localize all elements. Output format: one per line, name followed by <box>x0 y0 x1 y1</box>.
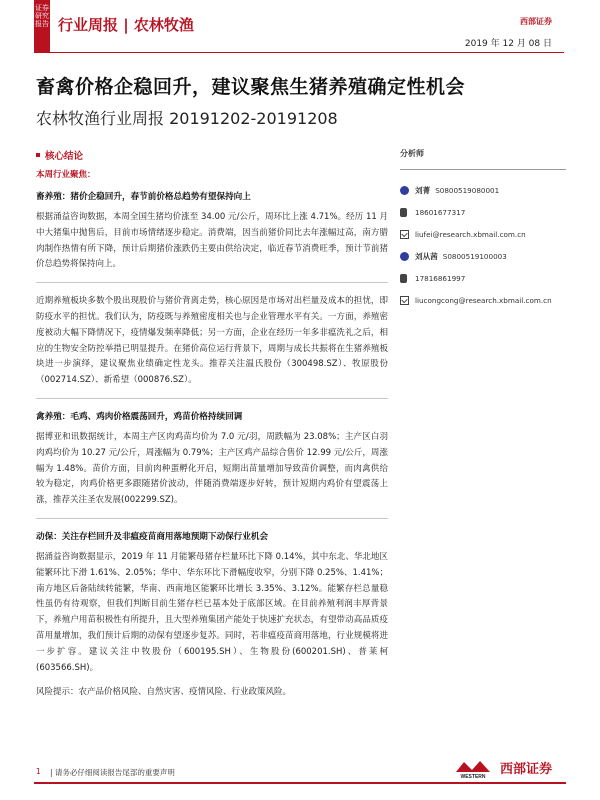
person-icon <box>400 186 409 195</box>
block-heading-pig: 畜养殖：猪价企稳回升，春节前价格总趋势有望保持向上 <box>36 192 251 202</box>
divider <box>36 398 388 399</box>
focus-label: 本周行业聚焦： <box>36 170 96 180</box>
page-number: 1 <box>36 767 41 776</box>
analyst-divider <box>400 169 566 170</box>
person-icon <box>400 252 409 261</box>
block-heading-poultry: 禽养殖：毛鸡、鸡肉价格震荡回升，鸡苗价格持续回调 <box>36 411 243 422</box>
paragraph: 据涌益咨询数据显示，2019 年 11 月能繁母猪存栏量环比下降 0.14%，其中东北、华北地区能繁环比下滑 1.61%、2.05%；华中、华东环比下滑幅度收窄，分别下降 0.25%、1.41%；南方地区后备陆续转能繁，华南、西南地区能繁环比增长 3.35%、3.12%。能繁存栏总量稳性虽仍有待观察，但我们判断目前生猪存栏已基本处于底部区域。在目前养殖利润丰厚背景下，养殖户用苗积极性有所提升，且大型养殖集团产能处于快速扩充状态，有望带动高品质疫苗用量增加，我们预计后期的动保有望逐步复苏。同时，若非瘟疫苗商用落地，行业规模将进一步扩容。建议关注中牧股份（600195.SH）、生物股份(600201.SH)、普莱柯(603566.SH)。 <box>36 551 388 673</box>
paragraph: 根据涌益咨询数据，本周全国生猪均价涨至 34.00 元/公斤，周环比上涨 4.71%。经历 11 月中大猪集中抛售后，目前市场情绪逐步稳定。消费端，因当前猪价同比去年涨幅过高，南方腊肉制作热情有所下降，预计后期猪价涨跌仍主要由供给决定，临近春节消费旺季，预计节前猪价总趋势将保持向上。 <box>36 212 388 270</box>
bullet-icon <box>36 153 40 157</box>
report-date: 2019 年 12 月 08 日 <box>464 39 552 49</box>
footer-logo-text: 西部证券 <box>500 762 553 777</box>
analyst-heading: 分析师 <box>400 149 424 158</box>
paragraph: 近期养殖板块多数个股出现股价与猪价背离走势，核心原因是市场对出栏量及成本的担忧，即防疫水平的担忧。我们认为，防疫既与养殖密度相关也与企业管理水平有关。一方面，养殖密度被动大幅下降情况下，疫情爆发频率降低；另一方面，企业在经历一年多非瘟洗礼之后，相应的生物安全防控举措已明显提升。在猪价高位运行背景下，周期与成长共振将在生猪养殖板块进一步演绎，建议聚焦业绩确定性龙头。推荐关注温氏股份（300498.SZ）、牧原股份（002714.SZ）、新希望（000876.SZ）。 <box>36 296 388 386</box>
header-brand: 西部证券 <box>520 17 552 26</box>
logo-caption: WESTERN <box>460 774 486 780</box>
phone-icon <box>400 208 407 217</box>
sub-title: 农林牧渔行业周报 20191202-20191208 <box>36 109 338 128</box>
analyst-panel <box>400 148 566 314</box>
core-conclusions <box>36 148 388 710</box>
block-heading-animal-health: 动保：关注存栏回升及非瘟疫苗商用落地预期下动保行业机会 <box>36 531 269 542</box>
mail-icon <box>400 230 409 239</box>
main-title: 畜禽价格企稳回升，建议聚焦生猪养殖确定性机会 <box>36 76 466 98</box>
tag-line-2: 研究 <box>35 12 49 20</box>
analyst-name-row: 刘菁 S0800519080001 <box>400 182 566 198</box>
footer-disclaimer: | 请务必仔细阅读报告尾部的重要声明 <box>50 768 175 777</box>
analyst-email[interactable]: liucongcong@research.xbmail.com.cn <box>415 295 552 305</box>
analyst-phone-row: 17816861997 <box>400 270 566 286</box>
divider <box>36 518 388 519</box>
divider <box>36 282 388 283</box>
analyst-email-row[interactable] <box>400 292 566 308</box>
paragraph: 据博亚和讯数据统计，本周主产区肉鸡苗均价为 7.0 元/羽，周跌幅为 23.08%；主产区白羽肉鸡均价为 10.27 元/公斤，周涨幅为 0.79%；主产区鸡产品综合售价 12.99 元/公斤，周涨幅为 1.48%。苗价方面，目前肉种蛋孵化开启，短期出苗量增加导致苗价调整，而肉禽供给较为稳定，肉鸡价格更多跟随猪价波动，伴随消费端逐步好转，预计短期内鸡价有望震荡上涨，推荐关注圣农发展(002299.SZ)。 <box>36 431 388 506</box>
tag-line-1: 证券 <box>35 4 49 12</box>
analyst-phone-row: 18601677317 <box>400 204 566 220</box>
mail-icon <box>400 296 409 305</box>
risk-warning: 风险提示：农产品价格风险、自然灾害、疫情风险、行业政策风险。 <box>36 687 292 698</box>
analyst-email[interactable]: liufei@research.xbmail.com.cn <box>415 229 526 239</box>
analyst-name-row: 刘从茜 S0800519100003 <box>400 248 566 264</box>
section-heading: 核心结论 <box>36 148 388 162</box>
analyst-email-row[interactable] <box>400 226 566 242</box>
tag-line-3: 报告 <box>35 20 49 28</box>
western-logo-icon <box>452 758 494 780</box>
header-divider <box>34 52 564 53</box>
header-title: 行业周报 | 农林牧渔 <box>58 16 194 34</box>
report-type-tag <box>34 0 50 52</box>
footer-divider <box>34 782 566 784</box>
phone-icon <box>400 274 407 283</box>
